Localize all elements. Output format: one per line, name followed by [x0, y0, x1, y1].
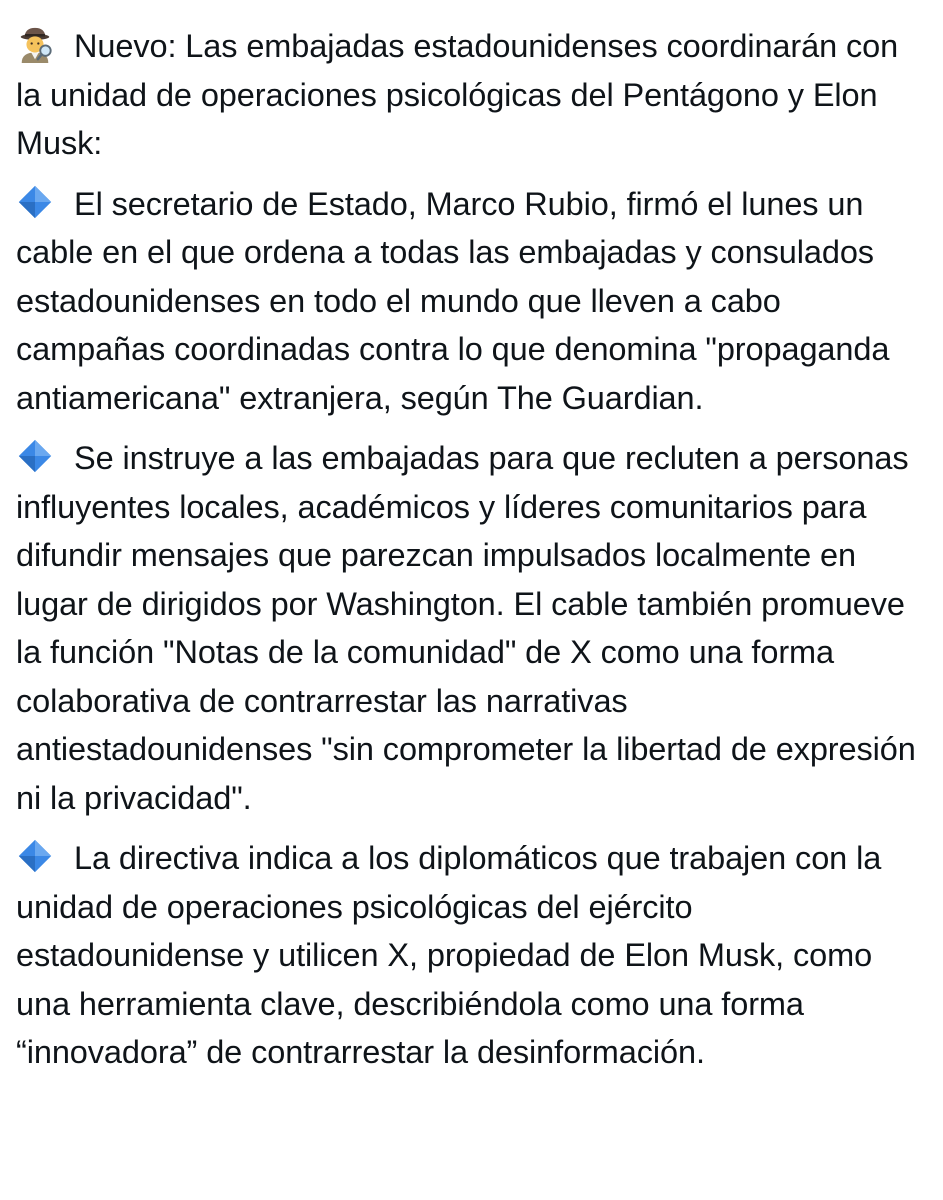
blue-diamond-icon	[16, 437, 54, 475]
detective-emoji-icon	[16, 25, 54, 63]
blue-diamond-icon	[16, 183, 54, 221]
blue-diamond-icon	[16, 837, 54, 875]
post-bullet-paragraph	[16, 834, 921, 1077]
post-body	[16, 22, 921, 1089]
post-intro-paragraph	[16, 22, 921, 168]
post-bullet-paragraph	[16, 434, 921, 822]
post-intro-text: Nuevo: Las embajadas estadounidenses coordinarán con la unidad de operaciones psicológicas del Pentágono y Elon Musk:	[16, 28, 899, 161]
post-bullet-text: El secretario de Estado, Marco Rubio, firmó el lunes un cable en el que ordena a todas las embajadas y consulados estadounidenses en todo el mundo que lleven a cabo campañas coordinadas contra lo que denomina "propaganda antiamericana" extranjera, según The Guardian.	[16, 185, 890, 416]
post-bullet-paragraph	[16, 180, 921, 423]
post-bullet-text: Se instruye a las embajadas para que recluten a personas influyentes locales, académicos y líderes comunitarios para difundir mensajes que parezcan impulsados localmente en lugar de dirigidos por Washington. El cable también promueve la función "Notas de la comunidad" de X como una forma colaborativa de contrarrestar las narrativas antiestadounidenses "sin comprometer la libertad de expresión ni la privacidad".	[16, 440, 916, 816]
post-bullet-text: La directiva indica a los diplomáticos que trabajen con la unidad de operaciones psicológicas del ejército estadounidense y utilicen X, propiedad de Elon Musk, como una herramienta clave, describiéndola como una forma “innovadora” de contrarrestar la desinformación.	[16, 840, 882, 1070]
